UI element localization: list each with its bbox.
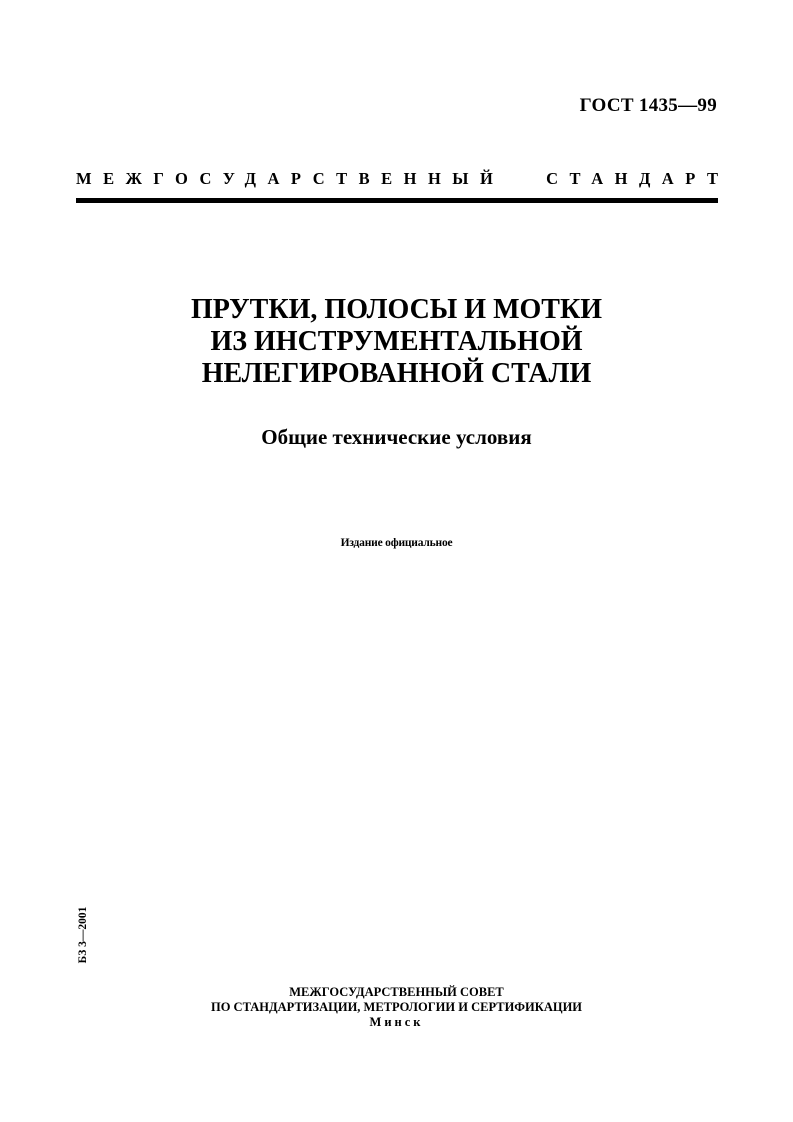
- edition-note: Издание официальное: [340, 537, 453, 549]
- side-code: БЗ 3—2001: [77, 906, 89, 964]
- publisher-block: [0, 985, 793, 1030]
- document-subtitle: Общие технические условия: [261, 425, 532, 449]
- document-number: ГОСТ 1435—99: [579, 95, 717, 116]
- publisher-line-2: ПО СТАНДАРТИЗАЦИИ, МЕТРОЛОГИИ И СЕРТИФИКАЦИИ: [210, 1000, 583, 1014]
- standard-type-word-2: СТАНДАРТ: [546, 169, 730, 188]
- header-rule: [76, 198, 718, 203]
- title-line-3: НЕЛЕГИРОВАННОЙ СТАЛИ: [201, 358, 592, 389]
- publisher-line-1: МЕЖГОСУДАРСТВЕННЫЙ СОВЕТ: [289, 985, 504, 999]
- title-line-1: ПРУТКИ, ПОЛОСЫ И МОТКИ: [190, 294, 603, 325]
- publisher-city: Минск: [369, 1015, 424, 1029]
- title-line-2: ИЗ ИНСТРУМЕНТАЛЬНОЙ: [210, 326, 583, 357]
- standard-type-word-1: МЕЖГОСУДАРСТВЕННЫЙ: [76, 169, 505, 188]
- standard-type-banner: [76, 169, 730, 189]
- document-title: [0, 294, 793, 390]
